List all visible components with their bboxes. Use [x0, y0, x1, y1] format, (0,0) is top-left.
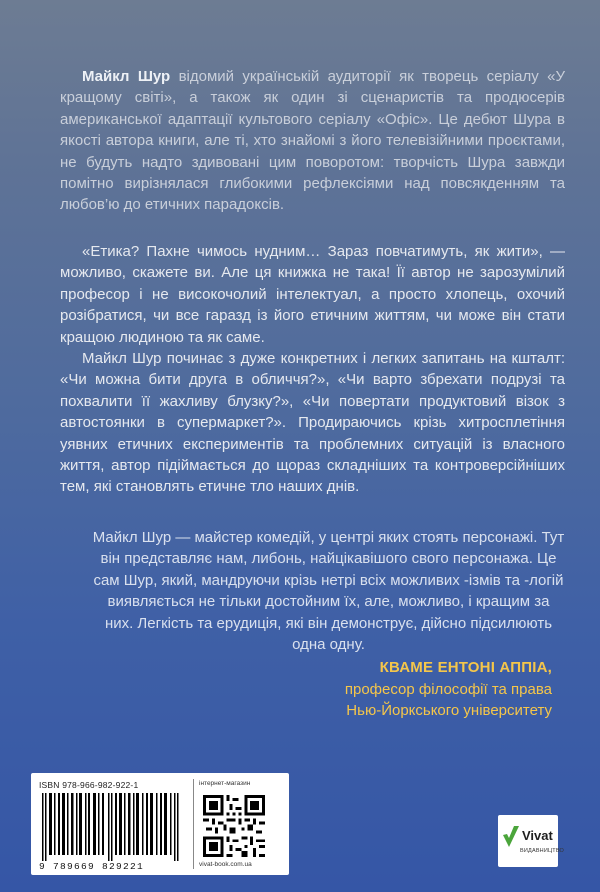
- publisher-name: Vivat: [522, 828, 553, 843]
- description-paragraph-2: Майкл Шур починає з дуже конкретних і легких запитань на кшталт: «Чи можна бити друга в обличчя?», «Чи варто збрехати подрузі та похвалити її жахливу блузку?», «Чи повертати продуктовий візок з автостоянки в супермаркет?». Продираючись крізь хитросплетіння уявних етичних експериментів та проблемних ситуацій із власного життя, автор підіймається до щораз складніших та контроверсійніших тем, які становлять етичне тло наших днів.: [60, 350, 565, 496]
- vivat-check-shape: [503, 826, 519, 847]
- review-author-name: КВАМЕ ЕНТОНІ АППІА,: [379, 659, 552, 676]
- author-intro-text: відомий українській аудиторії як творець серіалу «У кращому світі», а також як один зі сценаристів та продюсерів американської адаптації культового серіалу «Офіс». Це дебют Шура в якості автора книги, але ті, хто знайомі з його телевізійними проєктами, не будуть надто здивовані цим поворотом: творчість Шура завжди помітно вирізнялася глибокими рефлексіями над повсякденням та любов’ю до етичних парадоксів.: [60, 68, 566, 214]
- author-intro-paragraph: [60, 66, 565, 216]
- publisher-subtitle: ВИДАВНИЦТВО: [520, 848, 565, 854]
- vivat-check-icon: [502, 825, 520, 849]
- barcode-digits: 9 789669 829221: [39, 861, 145, 872]
- description-paragraph-1: «Етика? Пахне чимось нудним… Зараз повчатимуть, як жити», — можливо, скажете ви. Але ця книжка не така! Її автор не зарозумілий професор і не високочолий інтелектуал, а просто хлопець, охочий розібратися, чи все гаразд із його етичним життям, чи може він стати кращою людиною та як саме.: [60, 243, 565, 346]
- isbn-label: ISBN 978-966-982-922-1: [39, 780, 139, 790]
- review-author: [345, 657, 552, 722]
- barcode-divider: [193, 779, 194, 869]
- author-name-lead: Майкл Шур: [82, 68, 171, 85]
- publisher-logo: [498, 815, 565, 867]
- shop-label: інтернет-магазин: [199, 780, 251, 787]
- barcode-icon: [39, 793, 186, 861]
- qr-code-icon: [203, 795, 265, 857]
- review-quote: Майкл Шур — майстер комедій, у центрі яких стоять персонажі. Тут він представляє нам, либонь, найцікавішого свого персонажа. Це сам Шур, який, мандруючи крізь нетрі всіх можливих -ізмів та -логій виявляється не тільки достойним їх, але, можливо, і кращим за них. Легкість та ерудиція, які він демонструє, дійсно підсилюють одна одну.: [92, 529, 565, 654]
- shop-url: vivat-book.com.ua: [199, 861, 252, 868]
- review-author-title-line-1: професор філософії та права: [344, 680, 552, 698]
- review-author-title-line-2: Нью-Йоркського університету: [346, 702, 552, 719]
- barcode-panel: [31, 773, 289, 875]
- book-description: [60, 241, 565, 498]
